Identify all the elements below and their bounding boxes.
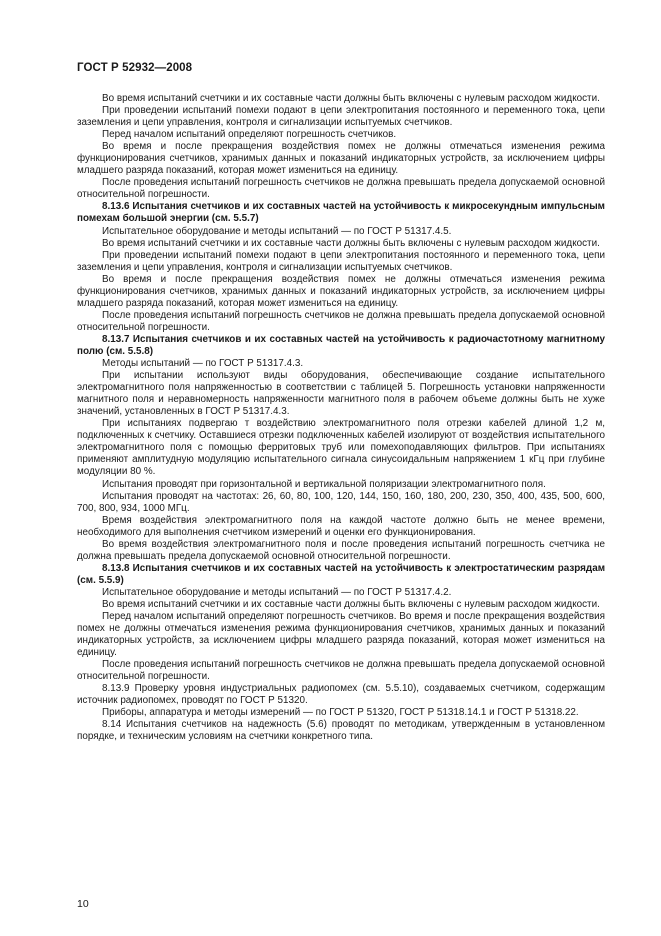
document-body bbox=[77, 93, 605, 744]
paragraph: Время воздействия электромагнитного поля на каждой частоте должно быть не менее времени, необходимого для выполнения счетчиком измерений и оценки его функционирования. bbox=[77, 514, 605, 538]
section-heading: 8.13.8 Испытания счетчиков и их составных частей на устойчивость к электростатическим разрядам (см. 5.5.9) bbox=[77, 562, 605, 586]
paragraph: При проведении испытаний помехи подают в цепи электропитания постоянного и переменного тока, цепи заземления и цепи управления, контроля и сигнализации испытуемых счетчиков. bbox=[77, 105, 605, 129]
paragraph: Испытания проводят на частотах: 26, 60, 80, 100, 120, 144, 150, 160, 180, 200, 230, 350, 400, 435, 500, 600, 700, 800, 934, 1000 МГц. bbox=[77, 490, 605, 514]
paragraph: После проведения испытаний погрешность счетчиков не должна превышать предела допускаемой основной относительной погрешности. bbox=[77, 177, 605, 201]
paragraph: Во время испытаний счетчики и их составные части должны быть включены с нулевым расходом жидкости. bbox=[102, 237, 600, 249]
paragraph: После проведения испытаний погрешность счетчиков не должна превышать предела допускаемой основной относительной погрешности. bbox=[77, 309, 605, 333]
paragraph: Во время и после прекращения воздействия помех не должны отмечаться изменения режима функционирования счетчиков, хранимых данных и показаний индикаторных устройств, за исключением цифры младшего разряда показаний, которая может измениться на единицу. bbox=[77, 141, 605, 177]
paragraph: 8.13.9 Проверку уровня индустриальных радиопомех (см. 5.5.10), создаваемых счетчиком, содержащим источник радиопомех, проводят по ГОСТ Р 51320. bbox=[77, 683, 605, 707]
paragraph: При испытаниях подвергаю т воздействию электромагнитного поля отрезки кабелей длиной 1,2 м, подключенных к счетчику. Оставшиеся отрезки подключенных кабелей изолируют от воздействия испытательного электромагнитного поля с помощью ферритовых труб или помехоподавляющих фильтров. При испытаниях применяют амплитудную модуляцию испытательного сигнала синусоидальным напряжением 1 кГц при глубине модуляции 80 %. bbox=[77, 418, 605, 478]
paragraph: Во время и после прекращения воздействия помех не должны отмечаться изменения режима функционирования счетчиков, хранимых данных и показаний индикаторных устройств, за исключением цифры младшего разряда показаний, которая может измениться на единицу. bbox=[77, 273, 605, 309]
paragraph: Приборы, аппаратура и методы измерений — по ГОСТ Р 51320, ГОСТ Р 51318.14.1 и ГОСТ Р 51318.22. bbox=[102, 707, 579, 719]
paragraph: Во время воздействия электромагнитного поля и после проведения испытаний погрешность счетчика не должна превышать предела допускаемой основной относительной погрешности. bbox=[77, 538, 605, 562]
paragraph: Испытательное оборудование и методы испытаний — по ГОСТ Р 51317.4.5. bbox=[102, 225, 452, 237]
paragraph: При испытании используют виды оборудования, обеспечивающие создание испытательного электромагнитного поля напряженностью в соответствии с таблицей 5. Погрешность установки напряженности магнитного поля и неравномерность напряженности магнитного поля в рабочем объеме должны быть не хуже значений, установленных в ГОСТ Р 51317.4.3. bbox=[77, 370, 605, 418]
paragraph: Перед началом испытаний определяют погрешность счетчиков. bbox=[102, 129, 397, 141]
paragraph: 8.14 Испытания счетчиков на надежность (5.6) проводят по методикам, утвержденным в установленном порядке, и техническим условиям на счетчики конкретного типа. bbox=[77, 719, 605, 743]
document-header: ГОСТ Р 52932—2008 bbox=[77, 62, 193, 74]
paragraph: При проведении испытаний помехи подают в цепи электропитания постоянного и переменного тока, цепи заземления и цепи управления, контроля и сигнализации испытуемых счетчиков. bbox=[77, 249, 605, 273]
section-heading: 8.13.6 Испытания счетчиков и их составных частей на устойчивость к микросекундным импульсным помехам большой энергии (см. 5.5.7) bbox=[77, 201, 605, 225]
paragraph: Перед началом испытаний определяют погрешность счетчиков. Во время и после прекращения воздействия помех не должны отмечаться изменения режима функционирования счетчиков, хранимых данных и показаний индикаторных устройств, за исключением цифры младшего разряда показаний, которая может измениться на единицу. bbox=[77, 611, 605, 659]
paragraph: Во время испытаний счетчики и их составные части должны быть включены с нулевым расходом жидкости. bbox=[102, 598, 600, 610]
paragraph: После проведения испытаний погрешность счетчиков не должна превышать предела допускаемой основной относительной погрешности. bbox=[77, 659, 605, 683]
paragraph: Испытательное оборудование и методы испытаний — по ГОСТ Р 51317.4.2. bbox=[102, 586, 452, 598]
page-number: 10 bbox=[77, 898, 89, 910]
paragraph: Методы испытаний — по ГОСТ Р 51317.4.3. bbox=[102, 358, 304, 370]
paragraph: Испытания проводят при горизонтальной и вертикальной поляризации электромагнитного поля. bbox=[102, 478, 546, 490]
paragraph: Во время испытаний счетчики и их составные части должны быть включены с нулевым расходом жидкости. bbox=[102, 93, 600, 104]
section-heading: 8.13.7 Испытания счетчиков и их составных частей на устойчивость к радиочастотному магнитному полю (см. 5.5.8) bbox=[77, 333, 605, 357]
